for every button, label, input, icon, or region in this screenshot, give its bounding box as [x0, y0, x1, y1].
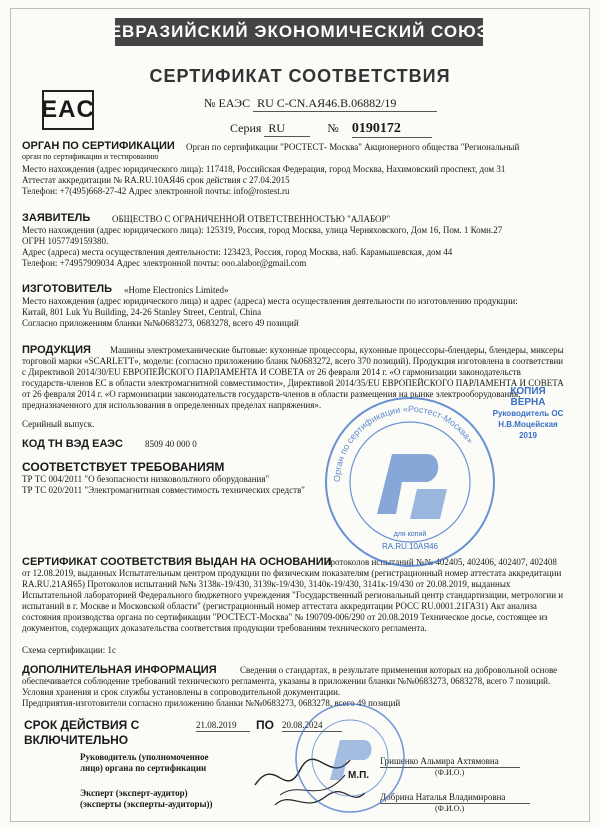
- organ-name: Орган по сертификации "РОСТЕСТ- Москва" Акционерного общества "Региональный: [186, 142, 520, 152]
- union-banner: ЕВРАЗИЙСКИЙ ЭКОНОМИЧЕСКИЙ СОЮЗ: [115, 18, 483, 46]
- head-label-2: лицо) органа по сертификации: [80, 763, 207, 773]
- applicant-address: Место нахождения (адрес юридического лица): 125319, Россия, город Москва, улица Черняховского, Дом 16, Пом. 1 Комн.27: [22, 225, 503, 235]
- seal-number: RA.RU.10AЯ46: [381, 542, 439, 551]
- series-label: Серия: [230, 121, 262, 135]
- validity-label: СРОК ДЕЙСТВИЯ С: [24, 718, 140, 732]
- certificate-number: RU C-CN.АЯ46.В.06882/19: [253, 96, 437, 112]
- head-caption: (Ф.И.О.): [435, 768, 465, 777]
- manufacturer-name: «Home Electronics Limited»: [124, 285, 229, 295]
- expert-caption: (Ф.И.О.): [435, 804, 465, 813]
- basis-text: Протоколов испытаний №№ 402405, 402406, 402407, 402408 от 12.08.2019, выданных Испытательным центром продукции по физическим показателям (регистрационный номер аттестата аккредитации RA.RU.21AЯ65) Протоколов испытаний №№ 3138к-19/430, 3139к-19/430, 3140к-19/430, 3141к-19/430 от 20.08.2019, выданных Испытательной лабораторией Федерального бюджетного учреждения "Государственный региональный центр стандартизации, метрологии и испытаний в г. Москве и Московской области" (регистрационный номер аттестата аккредитации РОСС RU.0001.21ГА31) Акт анализа состояния производства органа по сертификации "РОСТЕСТ-Москва" № 190709-006/290 от 20.08.2019 Техническое досье, состоящее из документов, содержащих доказательства соответствия продукции требованиям технического регламента.: [22, 557, 564, 633]
- manufacturer-appendix: Согласно приложениям бланки №№0683273, 0683278, всего 49 позиций: [22, 318, 299, 328]
- blank-number: 0190172: [352, 121, 432, 138]
- product-serial: Серийный выпуск.: [22, 419, 95, 429]
- certification-scheme: Схема сертификации: 1с: [22, 645, 116, 655]
- series-value: RU: [264, 121, 310, 137]
- seal-center-text: для копий: [393, 531, 427, 538]
- basis-label: СЕРТИФИКАТ СООТВЕТСТВИЯ ВЫДАН НА ОСНОВАНИИ: [22, 556, 332, 568]
- copy-stamp-line-4: Н.В.Моцейская: [498, 420, 558, 429]
- additional-label: ДОПОЛНИТЕЛЬНАЯ ИНФОРМАЦИЯ: [22, 664, 217, 676]
- certification-seal: [322, 394, 498, 570]
- organ-address: Место нахождения (адрес юридического лица): 117418, Российская Федерация, город Москва, Нахимовский проспект, дом 31: [22, 164, 506, 174]
- requirement-2: ТР ТС 020/2011 "Электромагнитная совместимость технических средств": [22, 485, 305, 495]
- tnved-value: 8509 40 000 0: [145, 439, 197, 449]
- expert-label-2: (эксперты (эксперты-аудиторы)): [80, 799, 213, 809]
- head-label-1: Руководитель (уполномоченное: [80, 752, 209, 762]
- organ-accreditation: Аттестат аккредитации № RA.RU.10АЯ46 срок действия с 27.04.2015: [22, 175, 290, 185]
- head-name: Гришенко Альмира Ахтямовна: [380, 756, 520, 768]
- applicant-ogrn: ОГРН 1057749159380.: [22, 236, 109, 246]
- additional-text: Сведения о стандартах, в результате применения которых на добровольной основе обеспечивается соблюдение требований технического регламента, указаны в приложении бланки №№0683273, 0683278, всего 7 позиций. Условия хранения и срок службы установлены в сопроводительной документации.: [22, 665, 558, 697]
- organ-contacts: Телефон: +7(495)668-27-42 Адрес электронной почты: info@rostest.ru: [22, 186, 290, 196]
- manufacturer-label: ИЗГОТОВИТЕЛЬ: [22, 283, 112, 295]
- eac-mark: EAC: [42, 90, 94, 130]
- organ-sublabel: орган по сертификации и тестированию: [22, 152, 159, 161]
- number-label: № ЕАЭС: [204, 96, 251, 110]
- copy-stamp-line-1: КОПИЯ: [510, 386, 546, 397]
- additional-appendix: Предприятия-изготовители согласно приложению бланки №№0683273, 0683278, всего 49 позиций: [22, 698, 401, 708]
- seal-ring-text: Орган по сертификации «Ростест-Москва»: [331, 403, 476, 483]
- certificate-number-line: [204, 96, 437, 112]
- copy-stamp-line-2: ВЕРНА: [510, 397, 546, 408]
- copy-stamp-line-5: 2019: [519, 431, 537, 440]
- series-line: [230, 121, 432, 138]
- certificate-title: СЕРТИФИКАТ СООТВЕТСТВИЯ: [149, 66, 451, 86]
- requirements-label: СООТВЕТСТВУЕТ ТРЕБОВАНИЯМ: [22, 460, 225, 474]
- expert-label-1: Эксперт (эксперт-аудитор): [80, 788, 188, 798]
- applicant-label: ЗАЯВИТЕЛЬ: [22, 212, 91, 224]
- copy-stamp-line-3: Руководитель ОС: [492, 409, 564, 418]
- applicant-activity-address: Адрес (адреса) места осуществления деятельности: 123423, Россия, город Москва, наб. Карамышевская, дом 44: [22, 247, 453, 257]
- expert-name: Добрина Наталья Владимировна: [380, 792, 530, 804]
- requirement-1: ТР ТС 004/2011 "О безопасности низковольтного оборудования": [22, 474, 270, 484]
- bottom-seal: [292, 700, 408, 816]
- manufacturer-address-label: Место нахождения (адрес юридического лица) и адрес (адреса) места осуществления деятельности по изготовлению продукции:: [22, 296, 518, 306]
- applicant-name: ОБЩЕСТВО С ОГРАНИЧЕННОЙ ОТВЕТСТВЕННОСТЬЮ "АЛАБОР": [112, 214, 391, 224]
- organ-label: ОРГАН ПО СЕРТИФИКАЦИИ: [22, 140, 175, 152]
- tnved-label: КОД ТН ВЭД ЕАЭС: [22, 438, 123, 450]
- valid-to: 20.08.2024: [282, 720, 342, 732]
- blank-label: №: [327, 121, 339, 135]
- mp-mark: М.П.: [348, 770, 370, 781]
- valid-from: 21.08.2019: [196, 720, 250, 732]
- product-label: ПРОДУКЦИЯ: [22, 344, 91, 356]
- product-description: Машины электромеханические бытовые: кухонные процессоры, кухонные процессоры-блендеры, блендеры, миксеры торговой марки «SCARLETT», модели: (согласно приложению бланк №0683272, всего 370 позиций). Продукция изготовлена в соответствии с Директивой 2014/30/EU ЕВРОПЕЙСКОГО ПАРЛАМЕНТА И СОВЕТА от 26 февраля 2014 г. «О гармонизации законодательств государств-членов ЕС в области электромагнитной совместимости», Директивой 2014/35/EU ЕВРОПЕЙСКОГО ПАРЛАМЕНТА И СОВЕТА от 26 февраля 2014 г. «О гармонизации законодательств государств-членов в области размещения на рынке электрооборудования, предназначенного для использования в определенных пределах напряжения».: [22, 345, 564, 410]
- manufacturer-address: Китай, 801 Luk Yu Building, 24-26 Stanley Street, Central, China: [22, 307, 262, 317]
- valid-to-label: ПО: [256, 718, 274, 732]
- validity-inclusive-label: ВКЛЮЧИТЕЛЬНО: [24, 733, 129, 747]
- applicant-contacts: Телефон: +74957909034 Адрес электронной почты: ooo.alabor@gmail.com: [22, 258, 307, 268]
